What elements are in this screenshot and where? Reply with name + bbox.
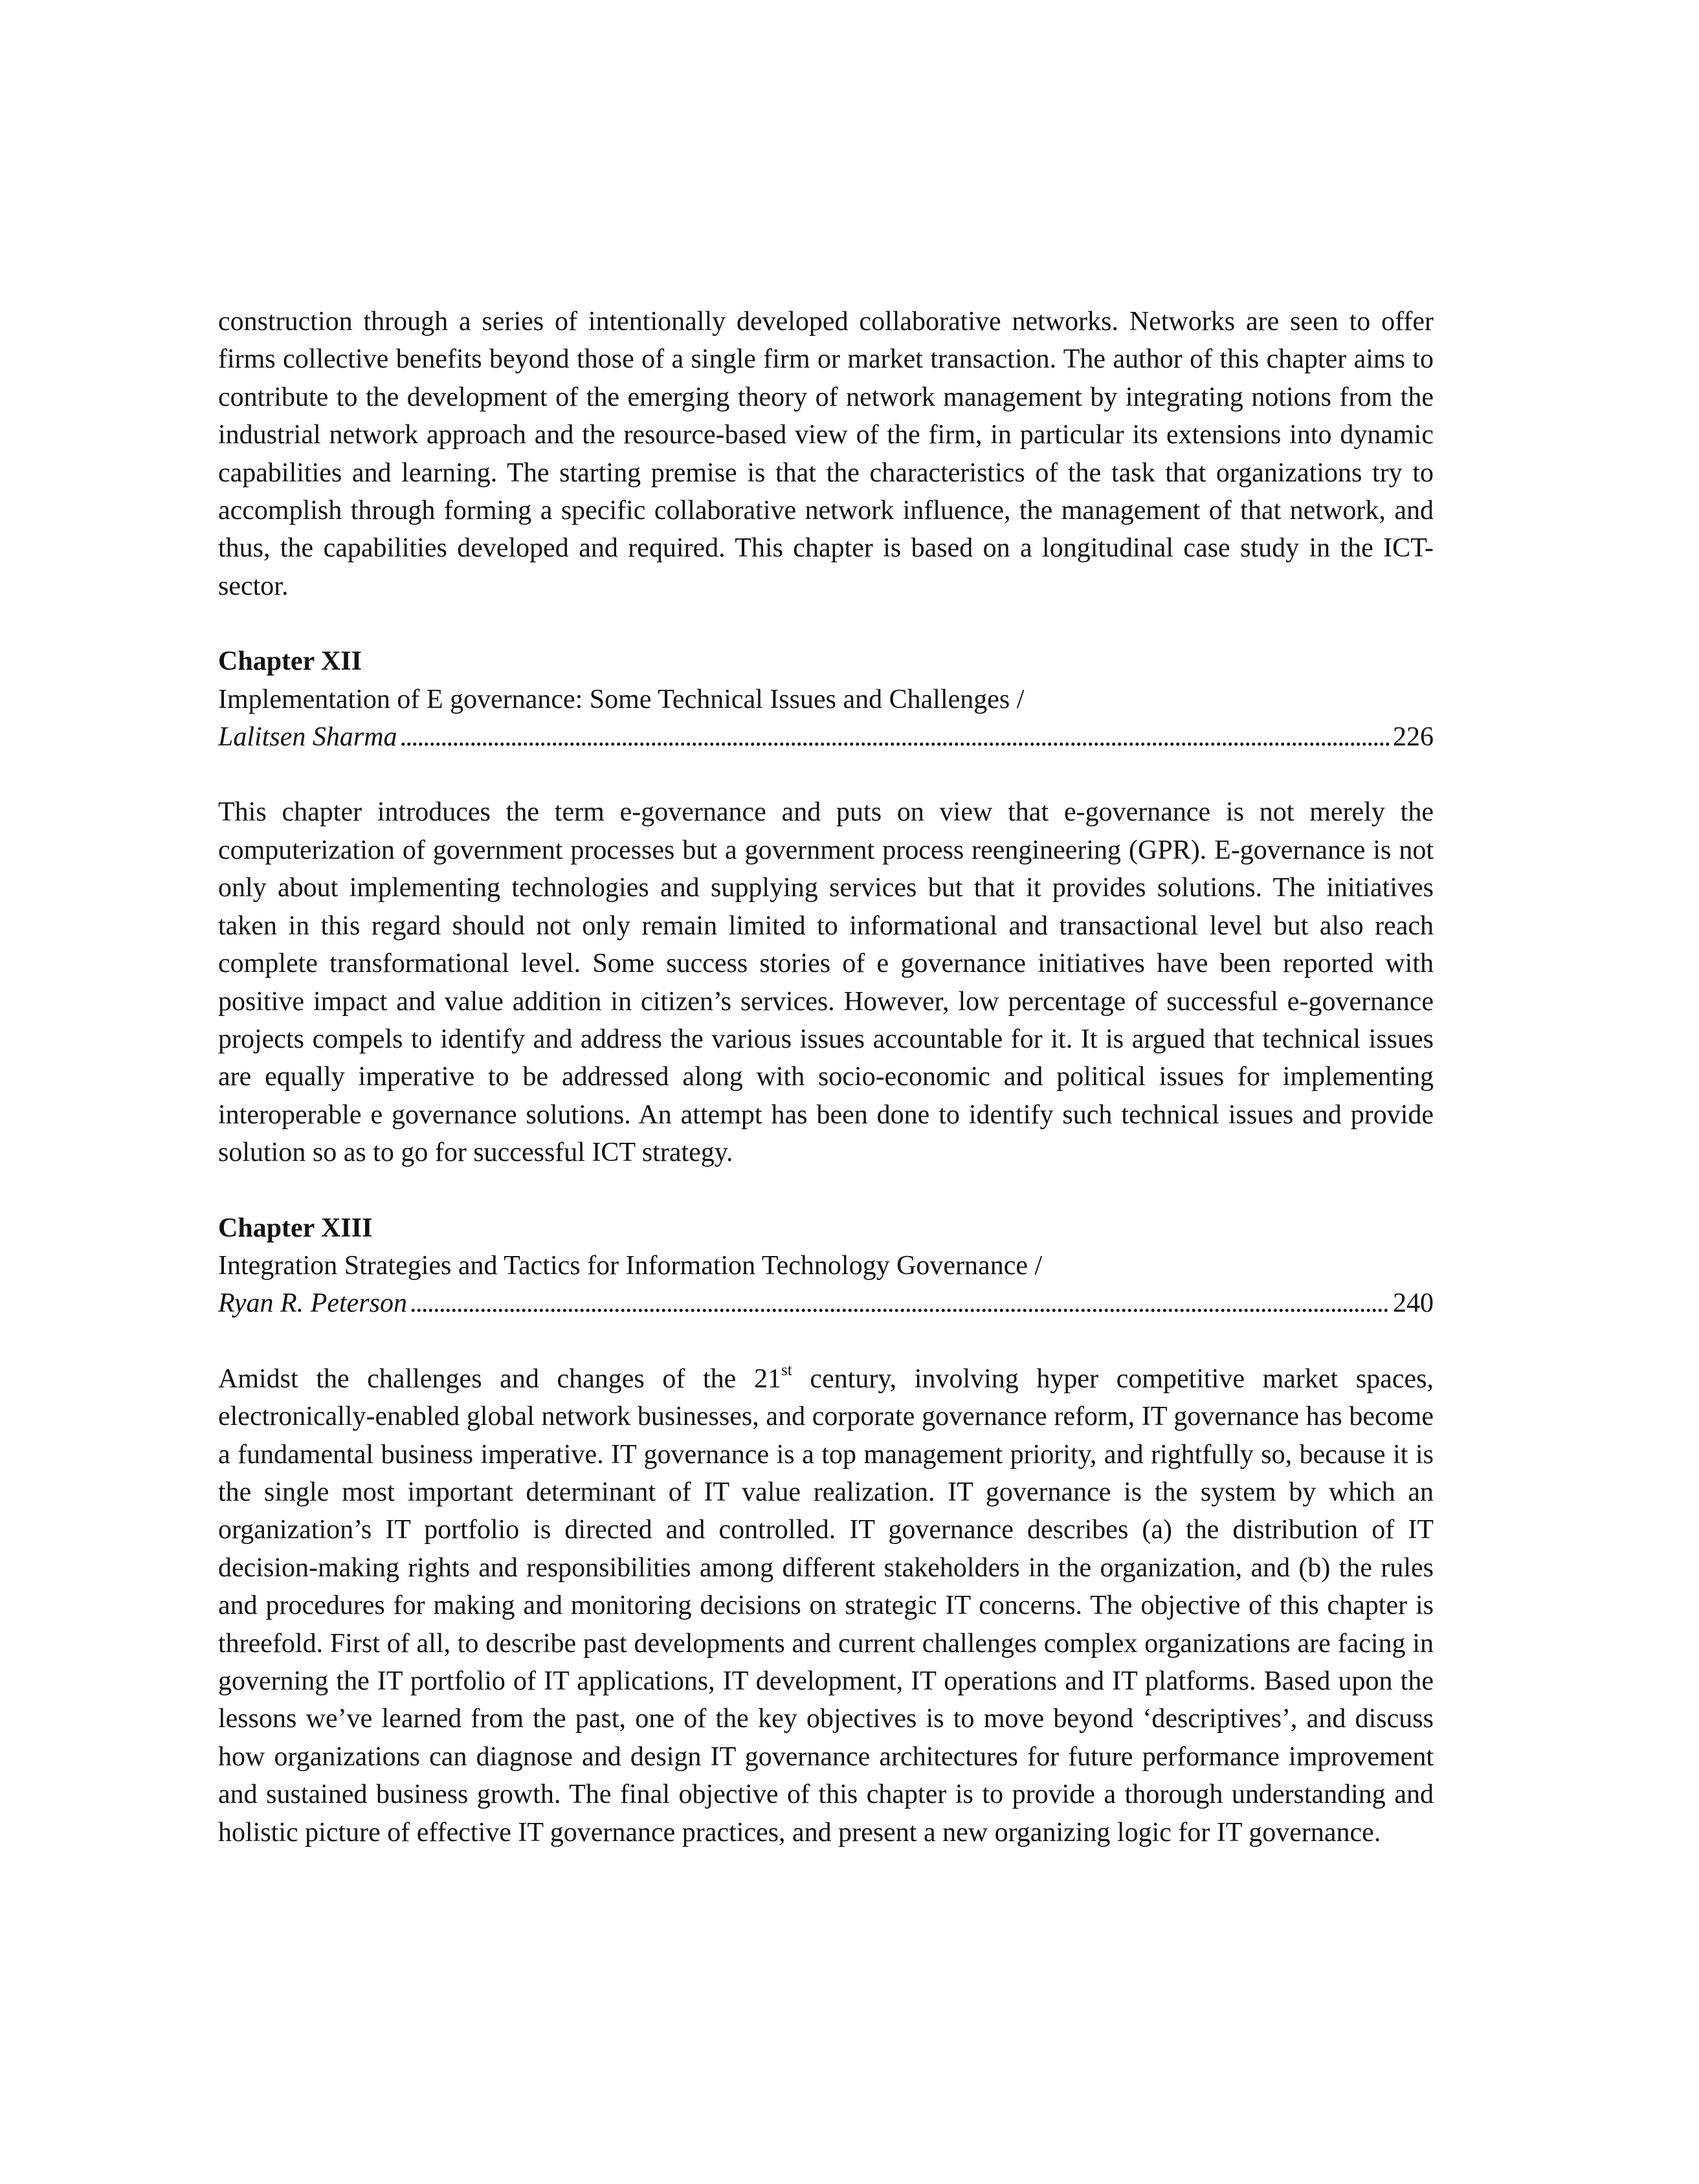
page-number: 240: [1393, 1288, 1434, 1319]
dot-leader: [400, 718, 1389, 756]
chapter-title: Implementation of E governance: Some Technical Issues and Challenges /: [218, 684, 1025, 714]
chapter-heading: Chapter XIII: [218, 1213, 373, 1243]
author-name: Lalitsen Sharma: [218, 722, 397, 753]
author-name: Ryan R. Peterson: [218, 1288, 407, 1319]
abstract-text-start: Amidst the challenges and changes of the 21: [218, 1363, 781, 1394]
chapter-title: Integration Strategies and Tactics for Information Technology Governance /: [218, 1250, 1043, 1281]
toc-page: [218, 303, 1434, 1851]
author-line: [218, 1285, 1434, 1322]
abstract-text-rest: century, involving hyper competitive market spaces, electronically-enabled global network businesses, and corporate governance reform, IT governance has become a fundamental business imperative. IT governance is a top management priority, and rightfully so, because it is the single most important determinant of IT value realization. IT governance is the system by which an organization’s IT portfolio is directed and controlled. IT governance describes (a) the distribution of IT decision-making rights and responsibilities among different stakeholders in the organization, and (b) the rules and procedures for making and monitoring decisions on strategic IT concerns. The objective of this chapter is threefold. First of all, to describe past developments and current challenges complex organizations are facing in governing the IT portfolio of IT applications, IT development, IT operations and IT platforms. Based upon the lessons we’ve learned from the past, one of the key objectives is to move beyond ‘descriptives’, and discuss how organizations can diagnose and design IT governance architectures for future performance improvement and sustained business growth. The final objective of this chapter is to provide a thorough understanding and holistic picture of effective IT governance practices, and present a new organizing logic for IT governance.: [218, 1363, 1434, 1848]
chapter-heading: Chapter XII: [218, 646, 362, 677]
ordinal-superscript: st: [781, 1361, 792, 1379]
chapter-entry-xii: [218, 643, 1434, 1171]
page-number: 226: [1393, 722, 1434, 753]
author-line: [218, 718, 1434, 756]
chapter-abstract: [218, 1360, 1434, 1851]
chapter-abstract: This chapter introduces the term e-governance and puts on view that e-governance is not merely the computerization of government processes but a government process reengineering (GPR). E-governance is not only about implementing technologies and supplying services but that it provides solutions. The initiatives taken in this regard should not only remain limited to informational and transactional level but also reach complete transformational level. Some success stories of e governance initiatives have been reported with positive impact and value addition in citizen’s services. However, low percentage of successful e-governance projects compels to identify and address the various issues accountable for it. It is argued that technical issues are equally imperative to be addressed along with socio-economic and political issues for implementing interoperable e governance solutions. An attempt has been done to identify such technical issues and provide solution so as to go for successful ICT strategy.: [218, 797, 1434, 1168]
intro-paragraph: construction through a series of intentionally developed collaborative networks. Networks are seen to offer firms collective benefits beyond those of a single firm or market transaction. The author of this chapter aims to contribute to the development of the emerging theory of network management by integrating notions from the industrial network approach and the resource-based view of the firm, in particular its extensions into dynamic capabilities and learning. The starting premise is that the characteristics of the task that organizations try to accomplish through forming a specific collaborative network influence, the management of that network, and thus, the capabilities developed and required. This chapter is based on a longitudinal case study in the ICT-sector.: [218, 307, 1434, 601]
chapter-entry-xiii: [218, 1209, 1434, 1852]
dot-leader: [410, 1285, 1389, 1322]
